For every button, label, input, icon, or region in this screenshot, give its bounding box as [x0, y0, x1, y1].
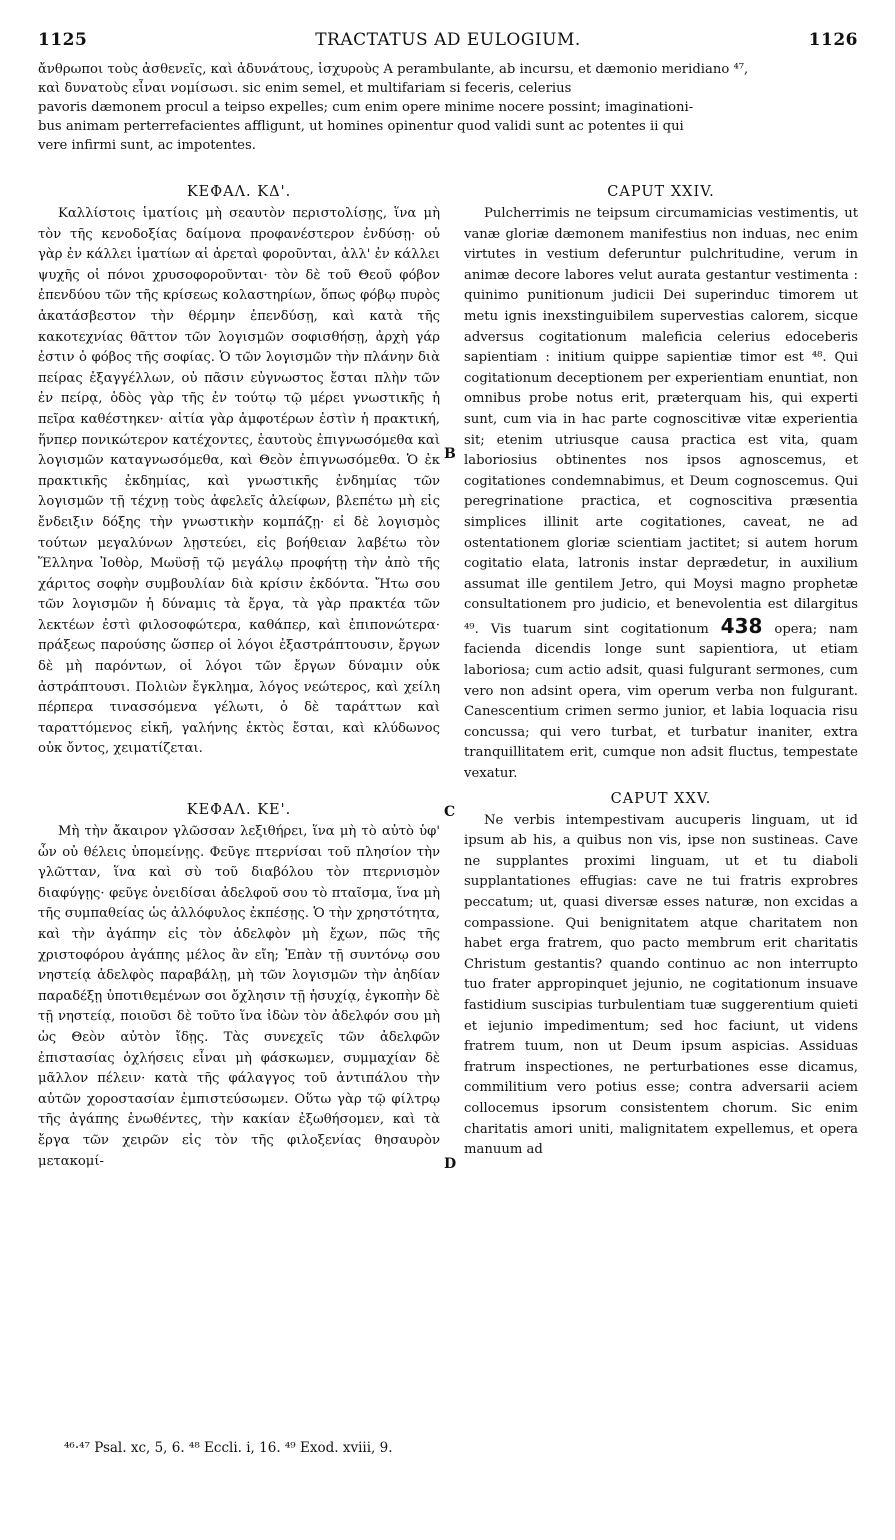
- column-number: 438: [720, 613, 763, 638]
- margin-letter-b: B: [444, 446, 456, 462]
- latin-paragraph: [464, 204, 858, 785]
- footnotes: ⁴⁶·⁴⁷ Psal. xc, 5, 6. ⁴⁸ Eccli. i, 16. ⁴⁹ Exod. xviii, 9.: [64, 1440, 393, 1456]
- intro-line: pavoris dæmonem procul a teipso expelles; cum enim opere minime nocere possint; imaginationi-: [38, 100, 694, 115]
- greek-chapter-heading: ΚΕΦΑΛ. ΚΕ'.: [186, 802, 292, 819]
- running-title: TRACTATUS AD EULOGIUM.: [315, 30, 581, 50]
- latin-chapter-heading: CAPUT XXIV.: [607, 184, 715, 200]
- page-number-left: 1125: [38, 30, 88, 50]
- greek-paragraph: Μὴ τὴν ἄκαιρον γλῶσσαν λεξιθήρει, ἵνα μὴ τὸ αὐτὸ ὑφ' ὧν οὐ θέλεις ὑπομείνῃς. Φεῦγε πτερνίσαι τοῦ πλησίον τὴν γλῶτταν, ἵνα καὶ σὺ τοῦ διαβόλου τὸν πτερνισμὸν διαφύγῃς· φεῦγε ὀνειδίσαι ἀδελφοῦ σου τὸ πταῖσμα, ἵνα μὴ τῆς συμπαθείας ὡς ἀλλόφυλος ἐκπέσῃς. Ὁ τὴν χρηστότητα, καὶ τὴν ἀγάπην εἰς τὸν ἀδελφὸν μὴ ἔχων, πῶς τῆς χριστοφόρου ἀγάπης μέλος ἂν εἴη; Ἐπὰν τῇ συντόνῳ σου νηστείᾳ ἀδελφὸς παραβάλῃ, μὴ τῶν λογισμῶν τὴν ἀηδίαν παραδέξῃ ὑποτιθεμένων σοι ὄχλησιν τῇ ἡσυχίᾳ, ἐγκοπὴν δὲ τῇ νηστείᾳ, ποιοῦσι δὲ τοῦτο ἵνα ἰδὼν τὸν ἀδελφόν σου μὴ ὡς Θεὸν αὐτὸν ἴδῃς. Τὰς συνεχεῖς τῶν ἀδελφῶν ἐπιστασίας ὀχλήσεις εἶναι μὴ φάσκωμεν, συμμαχίαν δὲ μᾶλλον πέλειν· κατὰ τῆς φάλαγγος τοῦ ἀντιπάλου τὴν αὐτῶν χοροστασίαν ἐμπιστεύσωμεν. Οὕτω γὰρ τῷ φίλτρῳ τῆς ἀγάπης ἑνωθέντες, τὴν κακίαν ἐξωθήσομεν, καὶ τὰ ἔργα τῶν χειρῶν εἰς τὸν τῆς φιλοξενίας θησαυρὸν μετακομί-: [38, 824, 440, 1169]
- intro-line: καὶ δυνατοὺς εἶναι νομίσωσι. sic enim semel, et multifariam si feceris, celerius: [38, 81, 572, 96]
- page-number-right: 1126: [808, 30, 858, 50]
- intro-line: bus animam perterrefacientes affligunt, ut homines opinentur quod validi sunt ac potentes ii qui: [38, 119, 684, 134]
- greek-paragraph: Καλλίστοις ἱματίοις μὴ σεαυτὸν περιστολίσῃς, ἵνα μὴ τὸν τῆς κενοδοξίας δαίμονα προφανέστερον ἐνδύσῃ· οὐ γὰρ ἐν κάλλει ἱματίων αἱ ἀρεταὶ φοροῦνται, ἀλλ' ἐν κάλλει ψυχῆς οἱ πόνοι χρυσοφοροῦνται· τὸν δὲ τοῦ Θεοῦ φόβον ἐπενδύου τῶν τῆς κρίσεως κολαστηρίων, ὅπως φόβῳ πυρὸς ἀκατάσβεστον τὴν θέρμην ἐπενδύσῃ, καὶ κατὰ τῆς κακοτεχνίας θᾶττον τῶν λογισμῶν σοφισθήσῃ, ἀρχὴ γάρ ἐστιν ὁ φόβος τῆς σοφίας. Ὁ τῶν λογισμῶν τὴν πλάνην διὰ πείρας ἐξαγγέλλων, οὐ πᾶσιν εὐγνωστος ἔσται πλὴν τῶν ἐν πείρᾳ, ὁδὸς γὰρ τῆς ἐν τούτῳ τῷ μέρει γνωστικῆς ἡ πεῖρα καθέστηκεν· αἰτία γὰρ ἀμφοτέρων ἐστὶν ἡ πρακτική, ἥνπερ πονικώτερον κατέχοντες, ἑαυτοὺς ἐπιγνωσόμεθα καὶ λογισμῶν καταγνωσόμεθα, καὶ Θεὸν ἐπιγνωσόμεθα. Ὁ ἐκ πρακτικῆς ἐκδημίας, καὶ γνωστικῆς ἐνδημίας τῶν λογισμῶν τῇ τέχνῃ τοὺς ἀφελεῖς ἀλείφων, βλεπέτω μὴ εἰς ἔνδειξιν δόξης τὴν γνωστικὴν κομπάζῃ· εἰ δὲ λογισμὸς τούτων μεγαλύνων λῃστεύει, εἰς βοήθειαν λαβέτω τὸν Ἕλληνα Ἰοθὸρ, Μωϋσῇ τῷ μεγάλῳ προφήτῃ τὴν ἀπὸ τῆς χάριτος σοφὴν συμβουλίαν διὰ κρίσιν ἐκδόντα. Ἤτω σου τῶν λογισμῶν ἡ δύναμις τὰ ἔργα, τὰ γὰρ πρακτέα τῶν λεκτέων ἐστὶ φιλοσοφώτερα, καθάπερ, καὶ ἐπιπονώτερα· πράξεως παρούσης ὥσπερ οἱ λόγοι ἐξαστράπτουσιν, ἔργων δὲ μὴ παρόντων, οἱ λόγοι τῶν ἔργων δύναμιν οὐκ ἀστράπτουσι. Πολιὼν ἔγκλημα, λόγος νεώτερος, καὶ χείλη πέρπερα τινασσόμενα γέλωτι, ὁ δὲ ταράττων καὶ ταραττόμενος εἰκῆ, γαλήνης ἐκτὸς ἔσται, καὶ κλύδωνος οὐκ ὄντος, χειματίζεται.: [38, 206, 440, 757]
- margin-letter-c: C: [444, 804, 456, 820]
- intro-text: [38, 60, 858, 155]
- latin-column: [464, 178, 858, 1161]
- latin-text: Pulcherrimis ne teipsum circumamicias vestimentis, ut vanæ gloriæ dæmonem manifestius non induas, nec enim virtutes in vestium deferuntur pulchritudine, verum in animæ decore labores velut aurata gestantur vestimenta : quinimo punitionum judicii Dei superinduc timorem ut metu ignis inexstinguibilem supervestias calorem, sicque adversus cogitationum maleficia celerius edoceberis sapientiam : initium quippe sapientiæ timor est ⁴⁸. Qui cogitationum deceptionem per experientiam enuntiat, non omnibus probe notus erit, præterquam his, qui experti sunt, cum via in hac parte cognoscitivæ vitæ experientia sit; etenim utriusque causa practica est vita, quam laboriosius obtinentes nos ipsos agnoscemus, et cogitationes condemnabimus, et Deum cognoscemus. Qui peregrinatione practica, et cognoscitiva præsentia simplices illinit arte cogitationes, caveat, ne ad ostentationem gloriæ scientiam jactitet; si autem horum cogitatio elata, latronis instar deprædetur, in auxilium assumat ille gentilem Jetro, qui Moysi magno prophetæ consultationem pro judicio, et benevolentia est dilargitus ⁴⁹. Vis tuarum sint cogitationum: [464, 206, 858, 637]
- page: [38, 30, 859, 1172]
- intro-line: ἄνθρωποι τοὺς ἀσθενεῖς, καὶ ἀδυνάτους, ἰσχυροὺς A perambulante, ab incursu, et dæmonio meridiano ⁴⁷,: [38, 62, 749, 77]
- latin-chapter-heading: CAPUT XXV.: [610, 790, 712, 807]
- running-header: [38, 30, 858, 60]
- margin-letter-d: D: [444, 1156, 457, 1172]
- latin-text: opera; nam facienda dicendis longe sunt sapientiora, ut etiam laboriosa; cum actio adsit, quasi fulgurant sermones, cum vero non adsint opera, vim operum verba non fulgurant. Canescentium crimen sermo junior, et labia loquacia risu concussa; qui vero turbat, et turbatur inaniter, extra tranquillitatem erit, cumque non adsit fluctus, tempestate vexatur.: [464, 621, 859, 782]
- greek-column: [38, 178, 440, 1172]
- latin-paragraph: Ne verbis intempestivam aucuperis linguam, ut id ipsum ab his, a quibus non vis, ipse non sustineas. Cave ne supplantes proximi linguam, ut et tu diaboli supplantationes effugias: cave ne tui fratris exprobres peccatum; ut, quasi diversæ esses naturæ, non excidas a compassione. Qui benignitatem atque charitatem non habet erga fratrem, quo pacto membrum erit charitatis Christum gestantis? quando continuo ac non interrupto tuo frater appropinquet jejunio, ne cogitationum insuave fastidium suscipias turbulentiam tuæ suggerentium quieti et iejunio impedimentum; sed hoc faciunt, ut videns fratrem tuum, non ut Deum ipsum aspicias. Assiduas fratrum inspectiones, ne perturbationes esse dicamus, commilitium vero potius esse; contra adversarii aciem collocemus ipsorum consistentem chorum. Sic enim charitatis amori uniti, malignitatem expellemus, et opera manuum ad: [464, 812, 858, 1158]
- intro-line: vere infirmi sunt, ac impotentes.: [38, 138, 256, 153]
- greek-chapter-heading: ΚΕΦΑΛ. ΚΔ'.: [186, 184, 292, 200]
